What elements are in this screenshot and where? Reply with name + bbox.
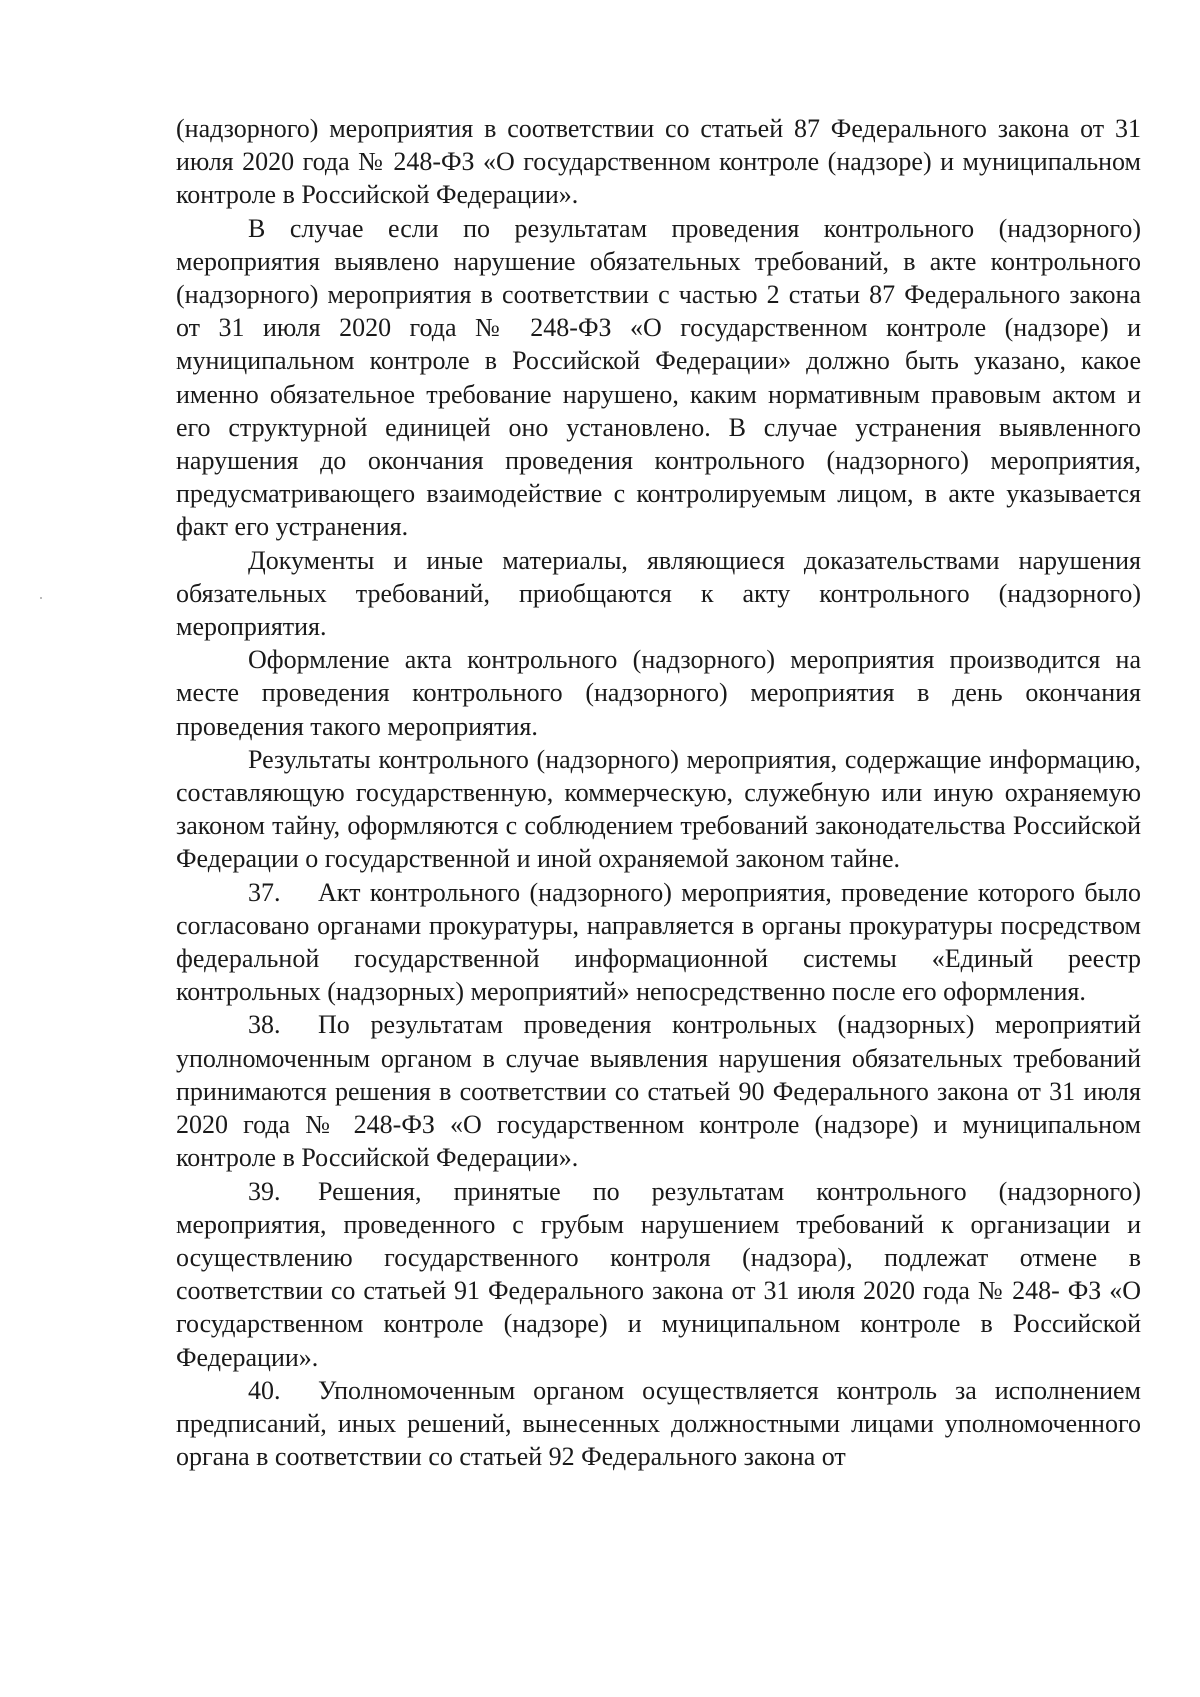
paragraph-secret-results: [176, 743, 1141, 876]
paragraph-text: Документы и иные материалы, являющиеся доказательствами нарушения обязательных требований, приобщаются к акту контрольного (надзорного) мероприятия.: [176, 545, 1141, 642]
paragraph-continuation: [176, 112, 1141, 212]
paragraph-violation-in-act: [176, 212, 1141, 544]
clause-38: [176, 1008, 1141, 1174]
paragraph-text: Оформление акта контрольного (надзорного) мероприятия производится на месте проведения контрольного (надзорного) мероприятия в день окончания проведения такого мероприятия.: [176, 645, 1141, 741]
paragraph-act-registration: [176, 643, 1141, 743]
paragraph-text: (надзорного) мероприятия в соответствии со статьей 87 Федерального закона от 31 июля 2020 года № 248-ФЗ «О государственном контроле (надзоре) и муниципальном контроле в Российской Федерации».: [176, 114, 1141, 210]
clause-number: 40.: [248, 1375, 281, 1405]
scan-speck: [40, 597, 42, 599]
clause-39: [176, 1175, 1141, 1374]
document-body: [176, 112, 1141, 1473]
paragraph-text: Результаты контрольного (надзорного) мероприятия, содержащие информацию, составляющую государственную, коммерческую, служебную или иную охраняемую законом тайну, оформляются с соблюдением требований законодательства Российской Федерации о государственной и иной охраняемой законом тайне.: [176, 744, 1141, 874]
paragraph-evidence-documents: [176, 544, 1141, 644]
clause-text: Решения, принятые по результатам контрольного (надзорного) мероприятия, проведенного с грубым нарушением требований к организации и осуществлению государственного контроля (надзора), подлежат отмене в соответствии со статьей 91 Федерального закона от 31 июля 2020 года № 248- ФЗ «О государственном контроле (надзоре) и муниципальном контроле в Российской Федерации».: [176, 1176, 1141, 1372]
clause-number: 39.: [248, 1176, 281, 1206]
clause-number: 38.: [248, 1010, 281, 1040]
clause-text: По результатам проведения контрольных (надзорных) мероприятий уполномоченным органом в случае выявления нарушения обязательных требований принимаются решения в соответствии со статьей 90 Федерального закона от 31 июля 2020 года № 248-ФЗ «О государственном контроле (надзоре) и муниципальном контроле в Российской Федерации».: [176, 1010, 1141, 1173]
clause-40: [176, 1374, 1141, 1474]
clause-text: Акт контрольного (надзорного) мероприятия, проведение которого было согласовано органами прокуратуры, направляется в органы прокуратуры посредством федеральной государственной информационной системы «Единый реестр контрольных (надзорных) мероприятий» непосредственно после его оформления.: [176, 877, 1141, 1007]
clause-text: Уполномоченным органом осуществляется контроль за исполнением предписаний, иных решений, вынесенных должностными лицами уполномоченного органа в соответствии со статьей 92 Федерального закона от: [176, 1375, 1141, 1472]
paragraph-text: В случае если по результатам проведения контрольного (надзорного) мероприятия выявлено нарушение обязательных требований, в акте контрольного (надзорного) мероприятия в соответствии с частью 2 статьи 87 Федерального закона от 31 июля 2020 года № 248-ФЗ «О государственном контроле (надзоре) и муниципальном контроле в Российской Федерации» должно быть указано, какое именно обязательное требование нарушено, каким нормативным правовым актом и его структурной единицей оно установлено. В случае устранения выявленного нарушения до окончания проведения контрольного (надзорного) мероприятия, предусматривающего взаимодействие с контролируемым лицом, в акте указывается факт его устранения.: [176, 213, 1141, 542]
clause-number: 37.: [248, 877, 281, 907]
clause-37: [176, 876, 1141, 1009]
